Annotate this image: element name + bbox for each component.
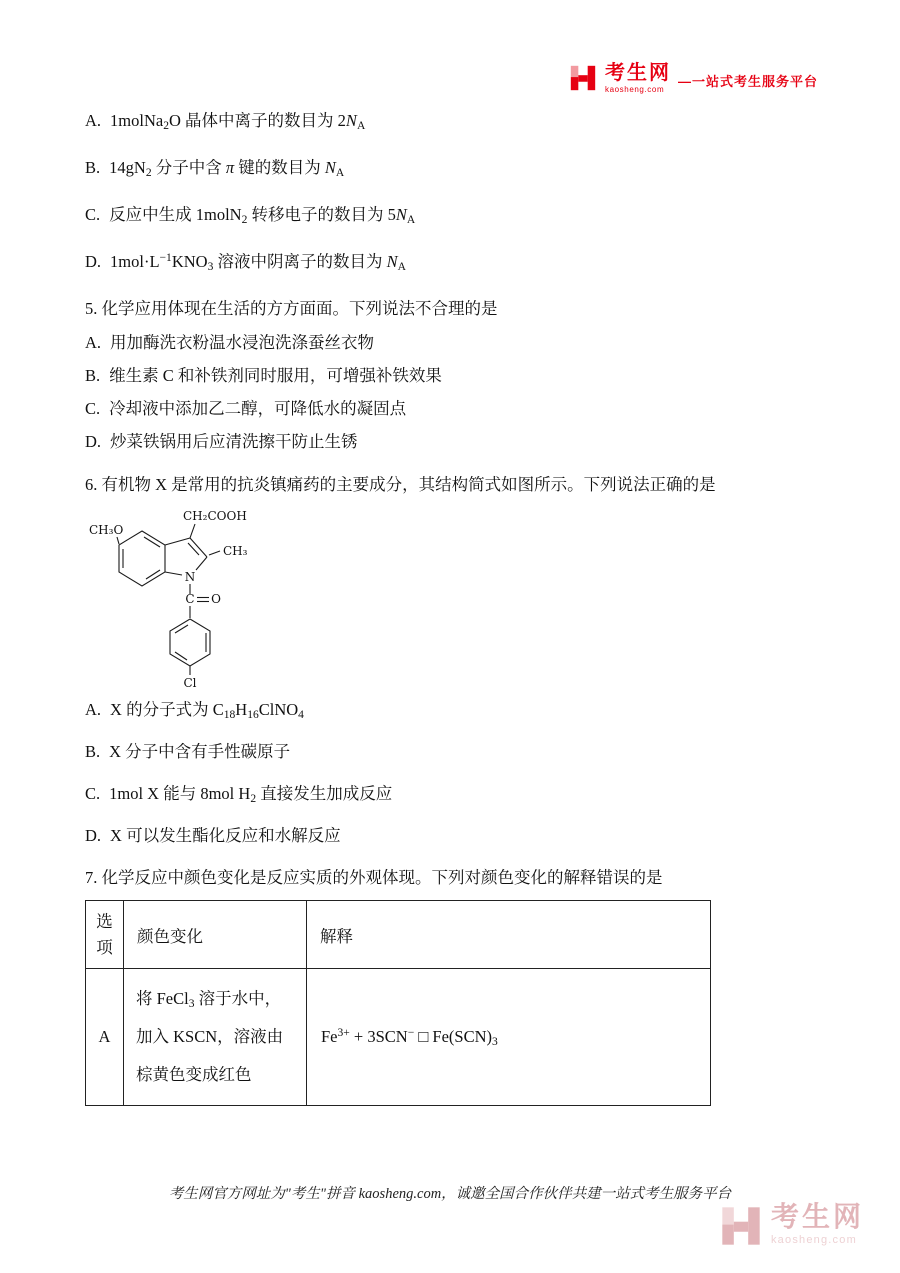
- exam-content: [85, 110, 818, 1106]
- option-label: A.: [85, 333, 102, 352]
- q5-option-b: [85, 365, 818, 386]
- option-label: C.: [85, 784, 101, 803]
- q4-option-b: [85, 157, 818, 178]
- option-text: X 的分子式为 $C_{18}H_{16}ClNO_4$: [110, 700, 304, 722]
- question-7-stem: 7. 化学反应中颜色变化是反应实质的外观体现。下列对颜色变化的解释错误的是: [85, 868, 663, 887]
- question-6-stem: 6. 有机物 X 是常用的抗炎镇痛药的主要成分，其结构简式如图所示。下列说法正确的是: [85, 475, 716, 494]
- logo-tagline: —一站式考生服务平台: [677, 74, 818, 89]
- label-cl: Cl: [183, 676, 197, 690]
- bond-lines: [117, 524, 220, 675]
- option-text: $14gN_2$ 分子中含 π 键的数目为 $N_A$: [109, 158, 345, 180]
- option-text: 反应中生成 1molN$_2$ 转移电子的数目为 $5N_A$: [109, 205, 416, 227]
- option-label: A.: [85, 111, 102, 130]
- option-label: B.: [85, 158, 101, 177]
- color-change-table: [85, 900, 711, 1106]
- q5-option-d: [85, 431, 818, 452]
- q6-option-c: [85, 783, 818, 804]
- watermark-text-block: [771, 1203, 864, 1246]
- table-row: [86, 969, 711, 1106]
- kaosheng-logo: [568, 48, 818, 94]
- label-c: C: [185, 592, 195, 606]
- q5-option-a: [85, 332, 818, 353]
- option-text: 1mol X 能与 8mol $H_2$ 直接发生加成反应: [109, 784, 393, 806]
- q4-option-d: [85, 251, 818, 272]
- q6-option-b: [85, 741, 818, 762]
- q5-option-c: [85, 398, 818, 419]
- page-footer: [0, 1182, 900, 1203]
- footer-text: 考生网官方网址为"考生"拼音 kaosheng.com，诚邀全国合作伙伴共建一站式考生服务平台: [168, 1186, 732, 1202]
- question-5-stem: 5. 化学应用体现在生活的方方面面。下列说法不合理的是: [85, 299, 498, 318]
- site-header: [85, 48, 818, 94]
- watermark-logo-icon: [718, 1203, 764, 1249]
- option-label: D.: [85, 826, 102, 845]
- molecule-structure-diagram: [87, 501, 302, 697]
- label-o: O: [211, 592, 221, 606]
- option-label: D.: [85, 432, 102, 451]
- option-label: B.: [85, 742, 101, 761]
- col-header-explanation: 解释: [307, 901, 711, 969]
- option-text: 维生素 C 和补铁剂同时服用，可增强补铁效果: [109, 366, 442, 385]
- q6-option-a: [85, 699, 818, 720]
- option-text: X 可以发生酯化反应和水解反应: [110, 826, 341, 845]
- option-text: $1mol\cdot L^{-1}KNO_3$ 溶液中阴离子的数目为 $N_A$: [110, 251, 406, 274]
- label-ch2cooh: CH₂COOH: [183, 509, 247, 523]
- label-ch3o: CH₃O: [89, 523, 124, 537]
- option-label: D.: [85, 252, 102, 271]
- option-label: C.: [85, 399, 101, 418]
- kaosheng-watermark: [718, 1203, 864, 1249]
- label-ch3: CH₃: [223, 544, 248, 558]
- option-text: 炒菜铁锅用后应清洗擦干防止生锈: [110, 432, 358, 451]
- logo-text-block: [605, 63, 671, 94]
- q4-option-c: [85, 204, 818, 225]
- option-label: B.: [85, 366, 101, 385]
- q4-option-a: [85, 110, 818, 131]
- label-n: N: [184, 570, 196, 584]
- option-text: 用加酶洗衣粉温水浸泡洗涤蚕丝衣物: [110, 333, 375, 352]
- logo-domain: kaosheng.com: [604, 85, 665, 94]
- question-6: [85, 474, 818, 846]
- option-text: 冷却液中添加乙二醇，可降低水的凝固点: [109, 399, 407, 418]
- option-label: C.: [85, 205, 101, 224]
- question-7: [85, 867, 818, 1106]
- watermark-brand: 考生网: [770, 1201, 864, 1232]
- col-header-change: 颜色变化: [124, 901, 307, 969]
- row-color-change: 将 FeCl$_3$ 溶于水中，加入 KSCN，溶液由棕黄色变成红色: [124, 969, 307, 1106]
- logo-brand: 考生网: [604, 62, 671, 84]
- watermark-domain: kaosheng.com: [770, 1234, 857, 1246]
- option-text: X 分子中含有手性碳原子: [109, 742, 291, 761]
- option-label: A.: [85, 700, 102, 719]
- question-4-options: [85, 110, 818, 272]
- atom-labels: [89, 509, 248, 690]
- question-5: [85, 298, 818, 452]
- row-explanation: $Fe^{3+} + 3SCN^-$ □ $Fe(SCN)_3$: [307, 969, 711, 1106]
- kaosheng-logo-icon: [568, 63, 598, 93]
- q6-option-d: [85, 825, 818, 846]
- row-option-label: A: [86, 969, 124, 1106]
- col-header-option: 选项: [86, 901, 124, 969]
- table-header-row: [86, 901, 711, 969]
- option-text: 1molNa$_2$O 晶体中离子的数目为 $2N_A$: [110, 111, 366, 133]
